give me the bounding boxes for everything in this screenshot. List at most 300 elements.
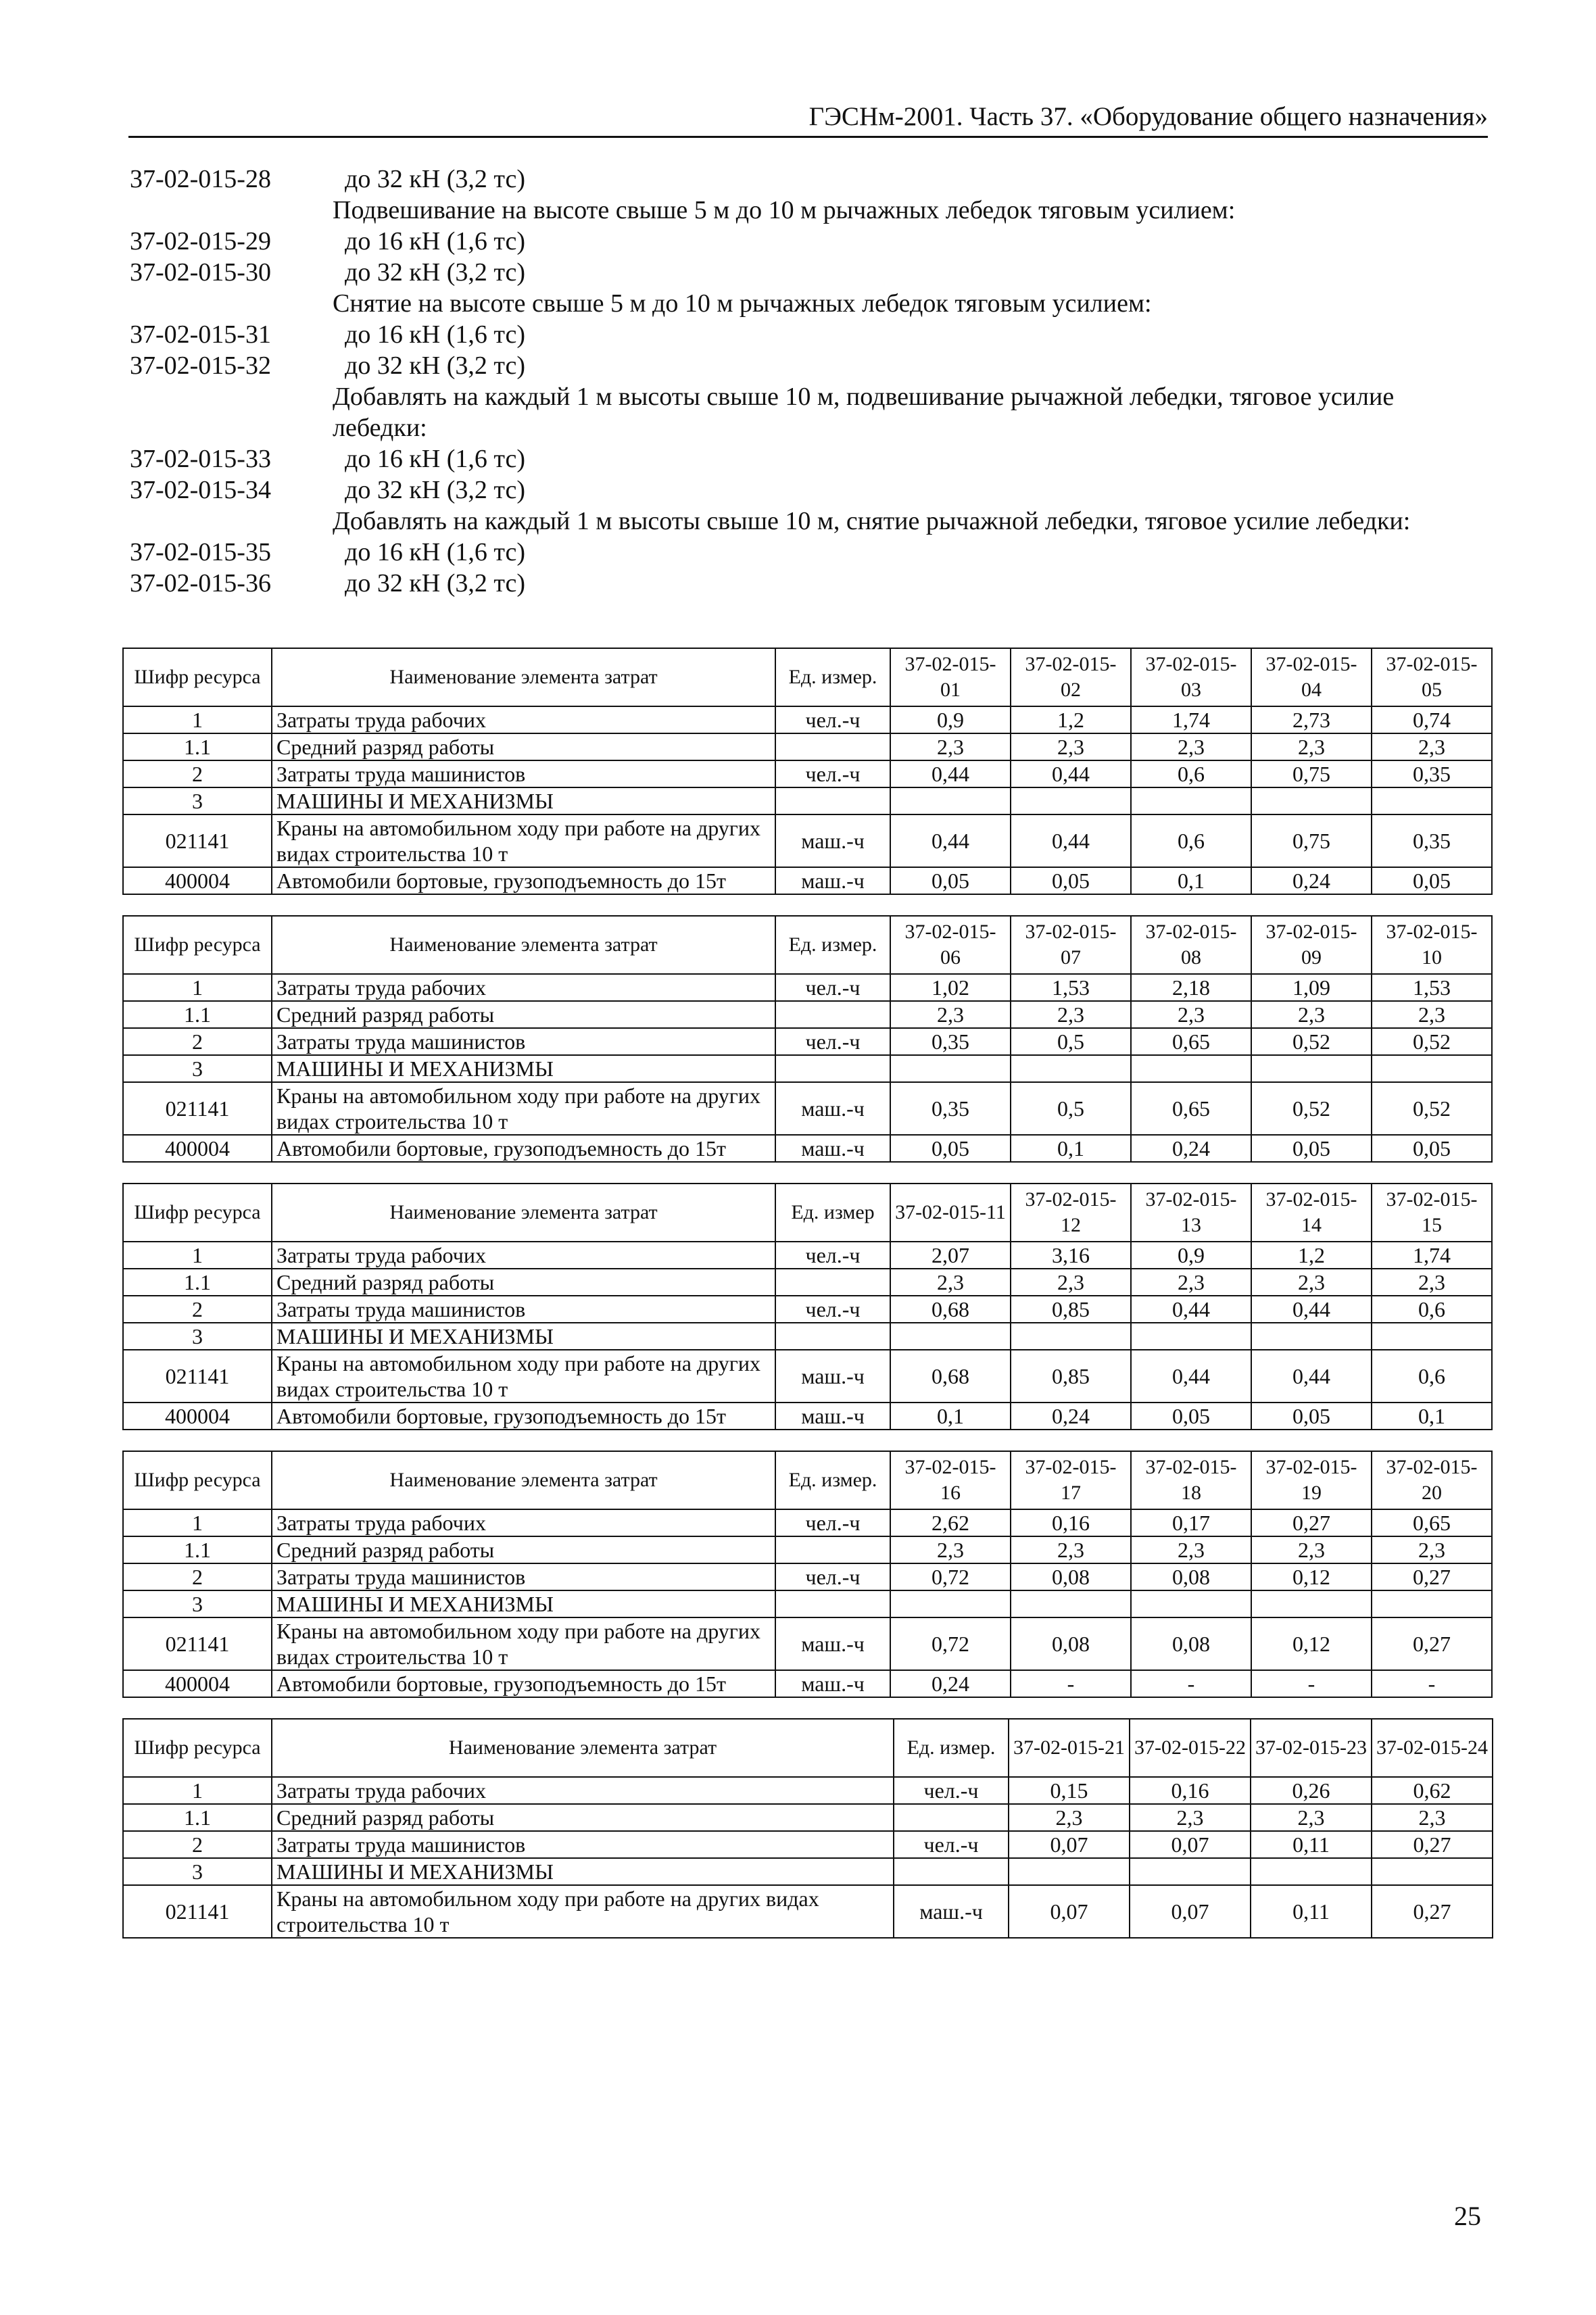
- row-value: 2,3: [1011, 1001, 1131, 1028]
- row-unit: [775, 1590, 890, 1617]
- row-value: 0,16: [1130, 1777, 1251, 1804]
- header-norm-code: 37-02-015-11: [890, 1184, 1011, 1242]
- table-header-row: [123, 1184, 1492, 1242]
- row-value: -: [1131, 1670, 1251, 1697]
- table-row: [123, 1296, 1492, 1323]
- header-name: Наименование элемента затрат: [272, 1451, 775, 1509]
- row-value: 0,08: [1011, 1617, 1131, 1670]
- row-value: 2,3: [1251, 1001, 1372, 1028]
- row-code: 1: [123, 706, 272, 733]
- row-value: 0,44: [1131, 1350, 1251, 1403]
- row-unit: чел.-ч: [775, 760, 890, 787]
- row-value: 2,3: [1011, 1536, 1131, 1563]
- row-value: 0,24: [1131, 1135, 1251, 1162]
- row-value: 0,9: [1131, 1242, 1251, 1269]
- table-row: [123, 1563, 1492, 1590]
- row-value: 0,24: [1011, 1403, 1131, 1430]
- row-unit: [775, 733, 890, 760]
- row-value: 0,6: [1372, 1350, 1492, 1403]
- row-value: 0,11: [1251, 1885, 1372, 1938]
- row-value: 2,3: [1131, 1536, 1251, 1563]
- header-unit: Ед. измер.: [775, 1451, 890, 1509]
- header-norm-code: 37-02-015-13: [1131, 1184, 1251, 1242]
- row-code: 2: [123, 1831, 272, 1858]
- row-value: 0,9: [890, 706, 1011, 733]
- norm-group-text: Снятие на высоте свыше 5 м до 10 м рычажных лебедок тяговым усилием:: [333, 289, 1152, 318]
- table-row: [123, 1885, 1493, 1938]
- row-value: 0,62: [1372, 1777, 1493, 1804]
- row-value: 0,5: [1011, 1082, 1131, 1135]
- row-value: 0,6: [1131, 814, 1251, 867]
- row-unit: чел.-ч: [894, 1831, 1009, 1858]
- row-name: Краны на автомобильном ходу при работе на других видах строительства 10 т: [272, 814, 775, 867]
- row-value: 0,6: [1131, 760, 1251, 787]
- row-value: 0,52: [1251, 1082, 1372, 1135]
- row-value: 2,3: [890, 1001, 1011, 1028]
- header-norm-code: 37-02-015-02: [1011, 648, 1131, 706]
- row-value: 2,3: [1011, 733, 1131, 760]
- row-name: МАШИНЫ И МЕХАНИЗМЫ: [272, 1858, 894, 1885]
- row-name: МАШИНЫ И МЕХАНИЗМЫ: [272, 787, 775, 814]
- norm-item: [130, 164, 1489, 195]
- row-value: 0,05: [1251, 1403, 1372, 1430]
- row-value: 0,27: [1372, 1563, 1492, 1590]
- running-header: ГЭСНм-2001. Часть 37. «Оборудование общего назначения»: [128, 101, 1488, 138]
- row-unit: чел.-ч: [775, 706, 890, 733]
- row-value: 1,2: [1251, 1242, 1372, 1269]
- row-name: МАШИНЫ И МЕХАНИЗМЫ: [272, 1055, 775, 1082]
- row-name: Затраты труда машинистов: [272, 1028, 775, 1055]
- table-header-row: [123, 1451, 1492, 1509]
- table-row: [123, 1509, 1492, 1536]
- row-value: 1,74: [1372, 1242, 1492, 1269]
- row-name: Затраты труда рабочих: [272, 706, 775, 733]
- row-code: 1: [123, 1777, 272, 1804]
- row-value: 0,65: [1131, 1082, 1251, 1135]
- header-norm-code: 37-02-015-06: [890, 916, 1011, 974]
- row-value: [1372, 787, 1492, 814]
- row-unit: чел.-ч: [894, 1777, 1009, 1804]
- row-code: 2: [123, 760, 272, 787]
- row-value: 0,1: [1011, 1135, 1131, 1162]
- row-name: Затраты труда рабочих: [272, 1509, 775, 1536]
- norm-text: до 16 кН (1,6 тс): [345, 538, 525, 566]
- norm-group-heading: [130, 195, 1489, 226]
- table-row: [123, 814, 1492, 867]
- header-norm-code: 37-02-015-19: [1251, 1451, 1372, 1509]
- row-name: Затраты труда рабочих: [272, 1242, 775, 1269]
- row-code: 021141: [123, 1617, 272, 1670]
- row-value: 2,62: [890, 1509, 1011, 1536]
- table-row: [123, 1350, 1492, 1403]
- row-unit: [775, 787, 890, 814]
- row-name: Средний разряд работы: [272, 733, 775, 760]
- row-value: [890, 1590, 1011, 1617]
- row-code: 400004: [123, 867, 272, 894]
- row-name: Средний разряд работы: [272, 1536, 775, 1563]
- table-row: [123, 733, 1492, 760]
- header-code: Шифр ресурса: [123, 1719, 272, 1777]
- row-unit: чел.-ч: [775, 1296, 890, 1323]
- row-value: [1372, 1858, 1493, 1885]
- row-value: [1251, 1323, 1372, 1350]
- row-value: 0,52: [1251, 1028, 1372, 1055]
- row-value: [1130, 1858, 1251, 1885]
- norm-group-heading: [130, 288, 1489, 319]
- row-value: [1251, 1590, 1372, 1617]
- norm-text: до 16 кН (1,6 тс): [345, 320, 525, 349]
- row-value: 1,02: [890, 974, 1011, 1001]
- row-value: [1011, 1055, 1131, 1082]
- row-value: 0,35: [890, 1028, 1011, 1055]
- row-value: 1,53: [1011, 974, 1131, 1001]
- row-value: 0,35: [890, 1082, 1011, 1135]
- row-name: Затраты труда рабочих: [272, 974, 775, 1001]
- row-value: 0,1: [1131, 867, 1251, 894]
- row-value: 2,3: [890, 1536, 1011, 1563]
- header-norm-code: 37-02-015-03: [1131, 648, 1251, 706]
- norm-code: 37-02-015-33: [130, 445, 271, 473]
- row-value: 2,3: [1131, 1269, 1251, 1296]
- row-value: 0,05: [1131, 1403, 1251, 1430]
- row-code: 3: [123, 787, 272, 814]
- row-value: 0,74: [1372, 706, 1492, 733]
- table-row: [123, 1403, 1492, 1430]
- row-unit: маш.-ч: [775, 1617, 890, 1670]
- table-row: [123, 1028, 1492, 1055]
- header-norm-code: 37-02-015-14: [1251, 1184, 1372, 1242]
- row-name: Автомобили бортовые, грузоподъемность до 15т: [272, 867, 775, 894]
- row-code: 2: [123, 1296, 272, 1323]
- table-row: [123, 1804, 1493, 1831]
- row-value: -: [1372, 1670, 1492, 1697]
- resource-table: [122, 915, 1493, 1163]
- row-unit: [775, 1323, 890, 1350]
- row-code: 021141: [123, 1885, 272, 1938]
- row-value: 0,85: [1011, 1350, 1131, 1403]
- row-code: 1.1: [123, 1001, 272, 1028]
- row-value: 0,27: [1251, 1509, 1372, 1536]
- row-unit: [775, 1269, 890, 1296]
- row-code: 021141: [123, 1350, 272, 1403]
- row-value: 3,16: [1011, 1242, 1131, 1269]
- row-value: 0,26: [1251, 1777, 1372, 1804]
- row-code: 1: [123, 1242, 272, 1269]
- row-name: Автомобили бортовые, грузоподъемность до 15т: [272, 1135, 775, 1162]
- table-row: [123, 974, 1492, 1001]
- row-value: 0,35: [1372, 760, 1492, 787]
- row-value: 0,75: [1251, 760, 1372, 787]
- resource-table: [122, 1718, 1493, 1939]
- row-value: [1131, 787, 1251, 814]
- row-name: Затраты труда машинистов: [272, 1563, 775, 1590]
- row-value: 0,44: [890, 760, 1011, 787]
- row-value: 2,3: [1372, 1804, 1493, 1831]
- table-row: [123, 1135, 1492, 1162]
- row-name: Автомобили бортовые, грузоподъемность до 15т: [272, 1403, 775, 1430]
- row-unit: чел.-ч: [775, 1509, 890, 1536]
- row-value: 0,44: [1251, 1296, 1372, 1323]
- header-code: Шифр ресурса: [123, 1451, 272, 1509]
- table-header-row: [123, 1719, 1493, 1777]
- row-value: [1372, 1055, 1492, 1082]
- header-norm-code: 37-02-015-09: [1251, 916, 1372, 974]
- row-value: 0,1: [1372, 1403, 1492, 1430]
- norm-code: 37-02-015-30: [130, 258, 271, 287]
- row-value: [1131, 1323, 1251, 1350]
- row-unit: [775, 1536, 890, 1563]
- norm-code: 37-02-015-32: [130, 351, 271, 380]
- row-value: -: [1251, 1670, 1372, 1697]
- header-name: Наименование элемента затрат: [272, 916, 775, 974]
- row-value: 0,52: [1372, 1028, 1492, 1055]
- row-value: 0,11: [1251, 1831, 1372, 1858]
- row-code: 1: [123, 974, 272, 1001]
- row-value: 0,12: [1251, 1563, 1372, 1590]
- row-value: 0,65: [1372, 1509, 1492, 1536]
- table-row: [123, 867, 1492, 894]
- table-row: [123, 706, 1492, 733]
- header-code: Шифр ресурса: [123, 1184, 272, 1242]
- header-norm-code: 37-02-015-18: [1131, 1451, 1251, 1509]
- row-value: 0,05: [1011, 867, 1131, 894]
- table-row: [123, 1777, 1493, 1804]
- table-row: [123, 1536, 1492, 1563]
- row-value: 0,05: [1372, 1135, 1492, 1162]
- header-norm-code: 37-02-015-23: [1251, 1719, 1372, 1777]
- resource-table: [122, 1183, 1493, 1430]
- row-value: 0,07: [1009, 1885, 1130, 1938]
- row-code: 3: [123, 1323, 272, 1350]
- norm-group-text: Добавлять на каждый 1 м высоты свыше 10 м, подвешивание рычажной лебедки, тяговое усилие лебедки:: [333, 383, 1395, 442]
- row-code: 2: [123, 1028, 272, 1055]
- row-value: 2,3: [890, 1269, 1011, 1296]
- table-group-row: [123, 1858, 1493, 1885]
- norm-text: до 16 кН (1,6 тс): [345, 227, 525, 255]
- row-value: 2,3: [1251, 1536, 1372, 1563]
- norm-item: [130, 257, 1489, 288]
- row-value: [890, 1323, 1011, 1350]
- row-value: 0,07: [1130, 1831, 1251, 1858]
- row-value: 0,68: [890, 1350, 1011, 1403]
- norm-item: [130, 474, 1489, 506]
- row-unit: маш.-ч: [775, 1403, 890, 1430]
- norm-group-heading: [130, 506, 1489, 537]
- row-value: 0,08: [1131, 1563, 1251, 1590]
- row-unit: маш.-ч: [775, 814, 890, 867]
- resource-table: [122, 648, 1493, 895]
- row-value: 2,73: [1251, 706, 1372, 733]
- header-norm-code: 37-02-015-16: [890, 1451, 1011, 1509]
- row-value: 0,07: [1009, 1831, 1130, 1858]
- norm-text: до 16 кН (1,6 тс): [345, 445, 525, 473]
- row-value: [1372, 1590, 1492, 1617]
- row-name: Краны на автомобильном ходу при работе на других видах строительства 10 т: [272, 1082, 775, 1135]
- row-value: 0,07: [1130, 1885, 1251, 1938]
- row-value: 0,08: [1131, 1617, 1251, 1670]
- header-norm-code: 37-02-015-07: [1011, 916, 1131, 974]
- header-unit: Ед. измер: [775, 1184, 890, 1242]
- norm-code: 37-02-015-29: [130, 227, 271, 255]
- row-value: -: [1011, 1670, 1131, 1697]
- row-value: 1,53: [1372, 974, 1492, 1001]
- row-value: 0,17: [1131, 1509, 1251, 1536]
- norm-code: 37-02-015-34: [130, 476, 271, 504]
- row-name: Автомобили бортовые, грузоподъемность до 15т: [272, 1670, 775, 1697]
- header-name: Наименование элемента затрат: [272, 648, 775, 706]
- row-unit: чел.-ч: [775, 974, 890, 1001]
- row-value: 0,44: [1131, 1296, 1251, 1323]
- row-value: 0,05: [890, 867, 1011, 894]
- header-norm-code: 37-02-015-20: [1372, 1451, 1492, 1509]
- row-value: 1,09: [1251, 974, 1372, 1001]
- row-code: 021141: [123, 1082, 272, 1135]
- row-unit: [894, 1858, 1009, 1885]
- norm-code: 37-02-015-36: [130, 569, 271, 598]
- row-code: 400004: [123, 1135, 272, 1162]
- header-norm-code: 37-02-015-04: [1251, 648, 1372, 706]
- row-value: 2,18: [1131, 974, 1251, 1001]
- table-row: [123, 1831, 1493, 1858]
- row-value: [890, 787, 1011, 814]
- row-value: 0,1: [890, 1403, 1011, 1430]
- row-unit: маш.-ч: [775, 1670, 890, 1697]
- row-unit: маш.-ч: [775, 1135, 890, 1162]
- row-name: Средний разряд работы: [272, 1001, 775, 1028]
- row-value: 0,52: [1372, 1082, 1492, 1135]
- row-value: 0,15: [1009, 1777, 1130, 1804]
- row-value: [1131, 1590, 1251, 1617]
- row-name: Средний разряд работы: [272, 1804, 894, 1831]
- row-code: 021141: [123, 814, 272, 867]
- page-number: 25: [1454, 2201, 1481, 2231]
- norm-item: [130, 537, 1489, 568]
- row-unit: чел.-ч: [775, 1242, 890, 1269]
- row-code: 1.1: [123, 1269, 272, 1296]
- table-row: [123, 1242, 1492, 1269]
- row-name: Краны на автомобильном ходу при работе на других видах строительства 10 т: [272, 1885, 894, 1938]
- header-name: Наименование элемента затрат: [272, 1184, 775, 1242]
- row-name: Затраты труда машинистов: [272, 1296, 775, 1323]
- row-value: 0,35: [1372, 814, 1492, 867]
- row-unit: [775, 1001, 890, 1028]
- row-value: [890, 1055, 1011, 1082]
- row-value: 0,24: [1251, 867, 1372, 894]
- row-value: [1009, 1858, 1130, 1885]
- row-name: Краны на автомобильном ходу при работе на других видах строительства 10 т: [272, 1617, 775, 1670]
- row-value: 0,85: [1011, 1296, 1131, 1323]
- row-value: 0,44: [1011, 814, 1131, 867]
- row-code: 3: [123, 1858, 272, 1885]
- row-value: [1251, 1055, 1372, 1082]
- row-value: 0,27: [1372, 1831, 1493, 1858]
- row-name: МАШИНЫ И МЕХАНИЗМЫ: [272, 1323, 775, 1350]
- header-norm-code: 37-02-015-15: [1372, 1184, 1492, 1242]
- row-code: 2: [123, 1563, 272, 1590]
- header-unit: Ед. измер.: [894, 1719, 1009, 1777]
- row-value: 2,3: [1251, 1269, 1372, 1296]
- row-value: 0,72: [890, 1617, 1011, 1670]
- norm-item: [130, 319, 1489, 350]
- norm-group-text: Добавлять на каждый 1 м высоты свыше 10 м, снятие рычажной лебедки, тяговое усилие лебедки:: [333, 507, 1411, 535]
- header-norm-code: 37-02-015-01: [890, 648, 1011, 706]
- header-unit: Ед. измер.: [775, 916, 890, 974]
- norm-item: [130, 350, 1489, 381]
- row-value: [1251, 1858, 1372, 1885]
- row-value: 2,3: [1251, 1804, 1372, 1831]
- norm-text: до 32 кН (3,2 тс): [345, 351, 525, 380]
- row-code: 1: [123, 1509, 272, 1536]
- row-value: 0,08: [1011, 1563, 1131, 1590]
- row-value: 2,3: [1251, 733, 1372, 760]
- row-value: 2,07: [890, 1242, 1011, 1269]
- row-code: 1.1: [123, 1536, 272, 1563]
- table-row: [123, 1001, 1492, 1028]
- row-name: Затраты труда машинистов: [272, 760, 775, 787]
- row-value: [1011, 1590, 1131, 1617]
- norm-code: 37-02-015-28: [130, 165, 271, 193]
- norm-item: [130, 568, 1489, 599]
- row-name: Средний разряд работы: [272, 1269, 775, 1296]
- row-value: 0,65: [1131, 1028, 1251, 1055]
- header-norm-code: 37-02-015-24: [1372, 1719, 1493, 1777]
- norm-group-heading: [130, 381, 1489, 443]
- row-value: [1011, 787, 1131, 814]
- table-group-row: [123, 1055, 1492, 1082]
- norm-list: [130, 164, 1489, 599]
- row-value: [1131, 1055, 1251, 1082]
- norm-text: до 32 кН (3,2 тс): [345, 476, 525, 504]
- table-row: [123, 1269, 1492, 1296]
- row-value: 0,72: [890, 1563, 1011, 1590]
- table-header-row: [123, 916, 1492, 974]
- row-value: 0,24: [890, 1670, 1011, 1697]
- row-value: 2,3: [1372, 1269, 1492, 1296]
- row-name: Краны на автомобильном ходу при работе на других видах строительства 10 т: [272, 1350, 775, 1403]
- row-value: 1,2: [1011, 706, 1131, 733]
- header-unit: Ед. измер.: [775, 648, 890, 706]
- row-code: 1.1: [123, 1804, 272, 1831]
- norm-text: до 32 кН (3,2 тс): [345, 258, 525, 287]
- row-value: 1,74: [1131, 706, 1251, 733]
- header-norm-code: 37-02-015-05: [1372, 648, 1492, 706]
- header-norm-code: 37-02-015-21: [1009, 1719, 1130, 1777]
- norm-code: 37-02-015-35: [130, 538, 271, 566]
- row-name: Затраты труда рабочих: [272, 1777, 894, 1804]
- table-row: [123, 1617, 1492, 1670]
- table-group-row: [123, 1323, 1492, 1350]
- row-value: 0,27: [1372, 1885, 1493, 1938]
- row-unit: маш.-ч: [894, 1885, 1009, 1938]
- row-value: 2,3: [1372, 1536, 1492, 1563]
- row-code: 400004: [123, 1670, 272, 1697]
- table-row: [123, 760, 1492, 787]
- row-value: 2,3: [1372, 1001, 1492, 1028]
- row-value: 0,05: [1251, 1135, 1372, 1162]
- row-value: 0,16: [1011, 1509, 1131, 1536]
- row-unit: [775, 1055, 890, 1082]
- row-value: 2,3: [890, 733, 1011, 760]
- header-name: Наименование элемента затрат: [272, 1719, 894, 1777]
- row-value: 2,3: [1131, 733, 1251, 760]
- norm-code: 37-02-015-31: [130, 320, 271, 349]
- row-unit: маш.-ч: [775, 1350, 890, 1403]
- row-value: 2,3: [1011, 1269, 1131, 1296]
- row-unit: маш.-ч: [775, 1082, 890, 1135]
- row-value: 0,05: [890, 1135, 1011, 1162]
- row-value: 0,44: [890, 814, 1011, 867]
- row-value: 0,68: [890, 1296, 1011, 1323]
